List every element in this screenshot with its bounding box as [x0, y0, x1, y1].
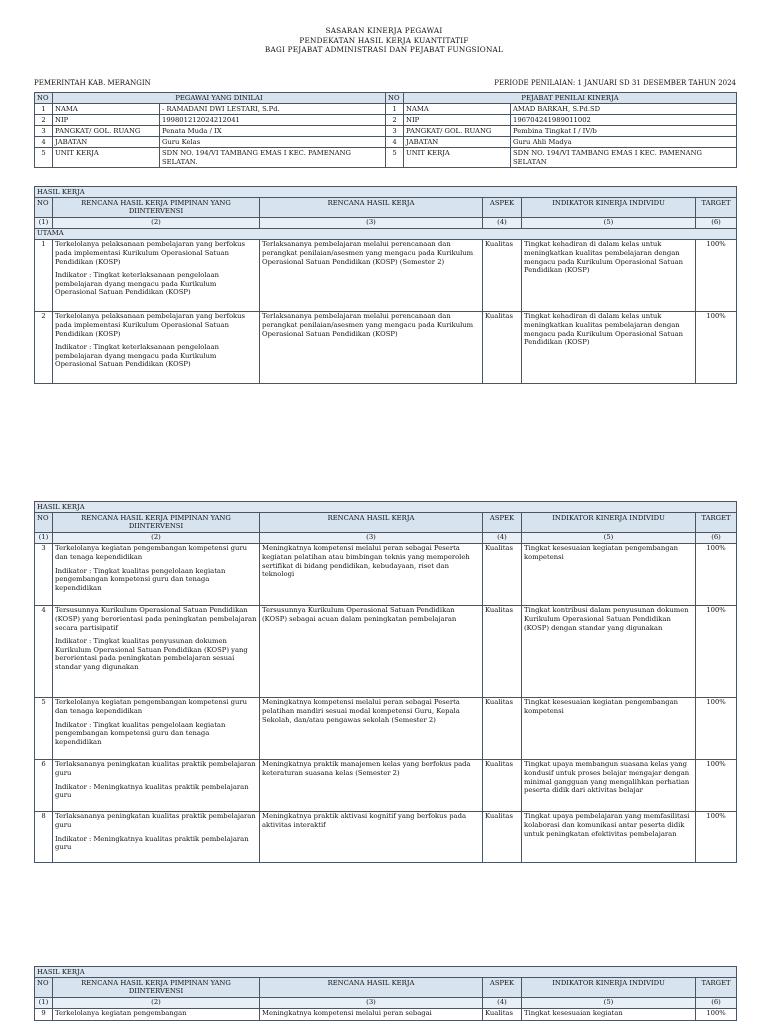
row-pimpinan	[53, 697, 260, 759]
table-row	[35, 605, 737, 697]
row-no: 1	[386, 104, 404, 115]
row-value: 199801212024212041	[160, 115, 386, 126]
row-aspek: Kualitas	[483, 605, 522, 697]
pejabat-penilai-header: PEJABAT PENILAI KINERJA	[404, 93, 737, 104]
row-value: 196704241989011002	[511, 115, 737, 126]
table-row	[35, 759, 737, 811]
row-label: UNIT KERJA	[53, 148, 160, 168]
row-no: 1	[35, 239, 53, 311]
row-rencana: Meningkatnya kompetensi melalui peran sebagai Peserta pelatihan mandiri sesuai modal kompetensi Guru, Kepala Sekolah, dan/atau pengawas sekolah (Semester 2)	[260, 697, 483, 759]
row-value: AMAD BARKAH, S.Pd.SD	[511, 104, 737, 115]
row-indikator: Tingkat kesesuaian kegiatan	[522, 1008, 696, 1020]
row-no: 1	[35, 104, 53, 115]
row-label: PANGKAT/ GOL. RUANG	[404, 126, 511, 137]
pegawai-dinilai-header: PEGAWAI YANG DINILAI	[53, 93, 386, 104]
pimpinan-indikator: Indikator : Tingkat keterlaksanaan pengelolaan pembelajaran dyang mengacu pada Kurikulum Operasional Satuan Pendidikan (KOSP)	[55, 271, 220, 297]
table-row	[35, 137, 737, 148]
pimpinan-indikator: Indikator : Meningkatnya kualitas praktik pembelajaran guru	[55, 782, 249, 800]
col-header-indikator: INDIKATOR KINERJA INDIVIDU	[522, 978, 696, 998]
row-no: 3	[35, 543, 53, 605]
row-label: NIP	[53, 115, 160, 126]
row-aspek: Kualitas	[483, 543, 522, 605]
table-row	[35, 811, 737, 862]
hasil-kerja-table	[34, 501, 737, 863]
row-no: 6	[35, 759, 53, 811]
col-header-no: NO	[35, 978, 53, 998]
pimpinan-indikator: Indikator : Meningkatnya kualitas praktik pembelajaran guru	[55, 834, 249, 852]
col-index: (5)	[522, 532, 696, 543]
row-no: 5	[35, 697, 53, 759]
pimpinan-indikator: Indikator : Tingkat kualitas pengelolaan kegiatan pengembangan kompetensi guru dan tenaga kependidikan	[55, 566, 226, 592]
table-row	[35, 1008, 737, 1020]
row-pimpinan	[53, 605, 260, 697]
row-pimpinan	[53, 759, 260, 811]
row-pimpinan	[53, 543, 260, 605]
hasil-kerja-table	[34, 966, 737, 1021]
col-index: (4)	[483, 532, 522, 543]
row-value: Guru Kelas	[160, 137, 386, 148]
col-index: (3)	[260, 217, 483, 228]
row-value: Guru Ahli Madya	[511, 137, 737, 148]
row-aspek: Kualitas	[483, 311, 522, 383]
col-header-target: TARGET	[696, 513, 737, 533]
col-header-aspek: ASPEK	[483, 978, 522, 998]
row-target: 100%	[696, 697, 737, 759]
row-indikator: Tingkat kehadiran di dalam kelas untuk meningkatkan kualitas pembelajaran dengan mengacu pada Kurikulum Operasional Satuan Pendidikan (KOSP)	[522, 311, 696, 383]
col-index: (4)	[483, 217, 522, 228]
row-label: NIP	[404, 115, 511, 126]
row-target: 100%	[696, 311, 737, 383]
row-label: JABATAN	[53, 137, 160, 148]
row-rencana: Tersusunnya Kurikulum Operasional Satuan Pendidikan (KOSP) sebagai acuan dalam peningkatan pembelajaran	[260, 605, 483, 697]
col-header-no: NO	[35, 198, 53, 218]
row-target: 100%	[696, 605, 737, 697]
col-index: (3)	[260, 532, 483, 543]
col-header-indikator: INDIKATOR KINERJA INDIVIDU	[522, 198, 696, 218]
pimpinan-text: Terkelolanya kegiatan pengembangan kompetensi guru dan tenaga kependidikan	[55, 544, 248, 561]
pimpinan-indikator: Indikator : Tingkat kualitas pengelolaan kegiatan pengembangan kompetensi guru dan tenaga kependidikan	[55, 720, 226, 746]
row-pimpinan: Terkelolanya kegiatan pengembangan	[53, 1008, 260, 1020]
table-row	[35, 148, 737, 168]
row-no: 9	[35, 1008, 53, 1020]
pimpinan-indikator: Indikator : Tingkat kualitas penyusunan dokumen Kurikulum Operasional Satuan Pendidikan (KOSP) yang berorientasi pada peningkatan pembelajaran sesuai standar yang digunakan	[55, 637, 248, 671]
row-value: SDN NO. 194/VI TAMBANG EMAS I KEC. PAMENANG SELATAN.	[160, 148, 386, 168]
col-header-rencana: RENCANA HASIL KERJA	[260, 198, 483, 218]
table-row	[35, 115, 737, 126]
section-title: HASIL KERJA	[35, 502, 737, 513]
col-header-aspek: ASPEK	[483, 198, 522, 218]
row-no: 4	[35, 137, 53, 148]
table-row	[35, 697, 737, 759]
row-no: 5	[386, 148, 404, 168]
table-row	[35, 126, 737, 137]
utama-label: UTAMA	[35, 228, 737, 239]
row-pimpinan	[53, 811, 260, 862]
row-indikator: Tingkat kesesuaian kegiatan pengembangan kompetensi	[522, 543, 696, 605]
row-no: 2	[386, 115, 404, 126]
col-header-pimpinan: RENCANA HASIL KERJA PIMPINAN YANG DIINTERVENSI	[53, 198, 260, 218]
pimpinan-text: Terkelolanya pelaksanaan pembelajaran yang berfokus pada implementasi Kurikulum Operasional Satuan Pendidikan (KOSP)	[55, 312, 246, 338]
row-indikator: Tingkat upaya pembelajaran yang memfasilitasi kolaborasi dan komunikasi antar peserta didik untuk peningkatan efektivitas pembelajaran	[522, 811, 696, 862]
row-no: 2	[35, 115, 53, 126]
row-aspek: Kualitas	[483, 1008, 522, 1020]
row-target: 100%	[696, 1008, 737, 1020]
row-target: 100%	[696, 759, 737, 811]
table-row	[35, 311, 737, 383]
pimpinan-indikator: Indikator : Tingkat keterlaksanaan pengelolaan pembelajaran dyang mengacu pada Kurikulum Operasional Satuan Pendidikan (KOSP)	[55, 343, 220, 369]
col-index: (6)	[696, 532, 737, 543]
row-no: 2	[35, 311, 53, 383]
col-index: (5)	[522, 217, 696, 228]
col-header-aspek: ASPEK	[483, 513, 522, 533]
col-header-target: TARGET	[696, 978, 737, 998]
col-header-indikator: INDIKATOR KINERJA INDIVIDU	[522, 513, 696, 533]
row-indikator: Tingkat kesesuaian kegiatan pengembangan kompetensi	[522, 697, 696, 759]
row-pimpinan	[53, 311, 260, 383]
row-label: UNIT KERJA	[404, 148, 511, 168]
col-header-pimpinan: RENCANA HASIL KERJA PIMPINAN YANG DIINTERVENSI	[53, 513, 260, 533]
row-value: Penata Muda / IX	[160, 126, 386, 137]
row-label: PANGKAT/ GOL. RUANG	[53, 126, 160, 137]
row-rencana: Terlaksananya pembelajaran melalui perencanaan dan perangkat penilaian/asesmen yang mengacu pada Kurikulum Operasional Satuan Pendidikan (KOSP) (Semester 2)	[260, 239, 483, 311]
row-rencana: Meningkatnya kompetensi melalui peran sebagai Peserta kegiatan pelatihan atau bimbingan teknis yang memperoleh sertifikat di bidang pendidikan, kebudayaan, riset dan teknologi	[260, 543, 483, 605]
row-rencana: Meningkatnya kompetensi melalui peran sebagai	[260, 1008, 483, 1020]
row-label: JABATAN	[404, 137, 511, 148]
row-value: SDN NO. 194/VI TAMBANG EMAS I KEC. PAMENANG SELATAN	[511, 148, 737, 168]
col-index: (6)	[696, 217, 737, 228]
title-line-1: SASARAN KINERJA PEGAWAI	[325, 26, 443, 35]
col-index: (6)	[696, 997, 737, 1008]
row-indikator: Tingkat kontribusi dalam penyusunan dokumen Kurikulum Operasional Satuan Pendidikan (KOSP) dengan standar yang digunakan	[522, 605, 696, 697]
col-header-rencana: RENCANA HASIL KERJA	[260, 513, 483, 533]
row-no: 3	[386, 126, 404, 137]
row-aspek: Kualitas	[483, 239, 522, 311]
col-index: (1)	[35, 217, 53, 228]
col-header-target: TARGET	[696, 198, 737, 218]
row-aspek: Kualitas	[483, 759, 522, 811]
pegawai-table	[34, 92, 737, 168]
col-index: (2)	[53, 532, 260, 543]
col-index: (2)	[53, 217, 260, 228]
row-no: 3	[35, 126, 53, 137]
col-header-pimpinan: RENCANA HASIL KERJA PIMPINAN YANG DIINTERVENSI	[53, 978, 260, 998]
no-header: NO	[386, 93, 404, 104]
col-index: (4)	[483, 997, 522, 1008]
row-label: NAMA	[404, 104, 511, 115]
row-pimpinan	[53, 239, 260, 311]
row-label: NAMA	[53, 104, 160, 115]
col-index: (2)	[53, 997, 260, 1008]
row-rencana: Meningkatnya praktik aktivasi kognitif yang berfokus pada aktivitas interaktif	[260, 811, 483, 862]
row-aspek: Kualitas	[483, 811, 522, 862]
pimpinan-text: Terkelolanya pelaksanaan pembelajaran yang berfokus pada implementasi Kurikulum Operasional Satuan Pendidikan (KOSP)	[55, 240, 246, 266]
row-rencana: Meningkatnya praktik manajemen kelas yang berfokus pada keteraturan suasana kelas (Semester 2)	[260, 759, 483, 811]
row-rencana: Terlaksananya pembelajaran melalui perencanaan dan perangkat penilaian/asesmen yang mengacu pada Kurikulum Operasional Satuan Pendidikan (KOSP)	[260, 311, 483, 383]
document-title	[0, 26, 768, 55]
row-no: 8	[35, 811, 53, 862]
row-target: 100%	[696, 811, 737, 862]
row-indikator: Tingkat kehadiran di dalam kelas untuk meningkatkan kualitas pembelajaran dengan mengacu pada Kurikulum Operasional Satuan Pendidikan (KOSP)	[522, 239, 696, 311]
row-value: - RAMADANI DWI LESTARI, S.Pd.	[160, 104, 386, 115]
title-line-3: BAGI PEJABAT ADMINISTRASI DAN PEJABAT FUNGSIONAL	[264, 45, 504, 55]
table-row	[35, 543, 737, 605]
col-index: (3)	[260, 997, 483, 1008]
row-target: 100%	[696, 239, 737, 311]
col-index: (1)	[35, 532, 53, 543]
col-index: (5)	[522, 997, 696, 1008]
pimpinan-text: Terlaksananya peningkatan kualitas praktik pembelajaran guru	[55, 812, 256, 829]
section-title: HASIL KERJA	[35, 187, 737, 198]
row-target: 100%	[696, 543, 737, 605]
pemerintah-label: PEMERINTAH KAB. MERANGIN	[34, 79, 151, 87]
hasil-kerja-table	[34, 186, 737, 384]
col-index: (1)	[35, 997, 53, 1008]
table-row	[35, 104, 737, 115]
row-no: 4	[386, 137, 404, 148]
table-row	[35, 239, 737, 311]
meta-row	[34, 79, 736, 89]
row-indikator: Tingkat upaya membangun suasana kelas yang kondusif untuk proses belajar mengajar dengan minimal gangguan yang mengalihkan perhatian peserta didik dari aktivitas belajar	[522, 759, 696, 811]
title-line-2: PENDEKATAN HASIL KERJA KUANTITATIF	[299, 35, 469, 45]
pimpinan-text: Terlaksananya peningkatan kualitas praktik pembelajaran guru	[55, 760, 256, 777]
pimpinan-text: Tersusunnya Kurikulum Operasional Satuan Pendidikan (KOSP) yang berorientasi pada peningkatan pembelajaran secara partisipatif	[55, 606, 257, 632]
row-aspek: Kualitas	[483, 697, 522, 759]
no-header: NO	[35, 93, 53, 104]
row-no: 4	[35, 605, 53, 697]
col-header-rencana: RENCANA HASIL KERJA	[260, 978, 483, 998]
section-title: HASIL KERJA	[35, 967, 737, 978]
pimpinan-text: Terkelolanya kegiatan pengembangan kompetensi guru dan tenaga kependidikan	[55, 698, 248, 715]
row-value: Pembina Tingkat I / IV/b	[511, 126, 737, 137]
row-no: 5	[35, 148, 53, 168]
col-header-no: NO	[35, 513, 53, 533]
periode-label: PERIODE PENILAIAN: 1 JANUARI SD 31 DESEMBER TAHUN 2024	[494, 79, 736, 87]
